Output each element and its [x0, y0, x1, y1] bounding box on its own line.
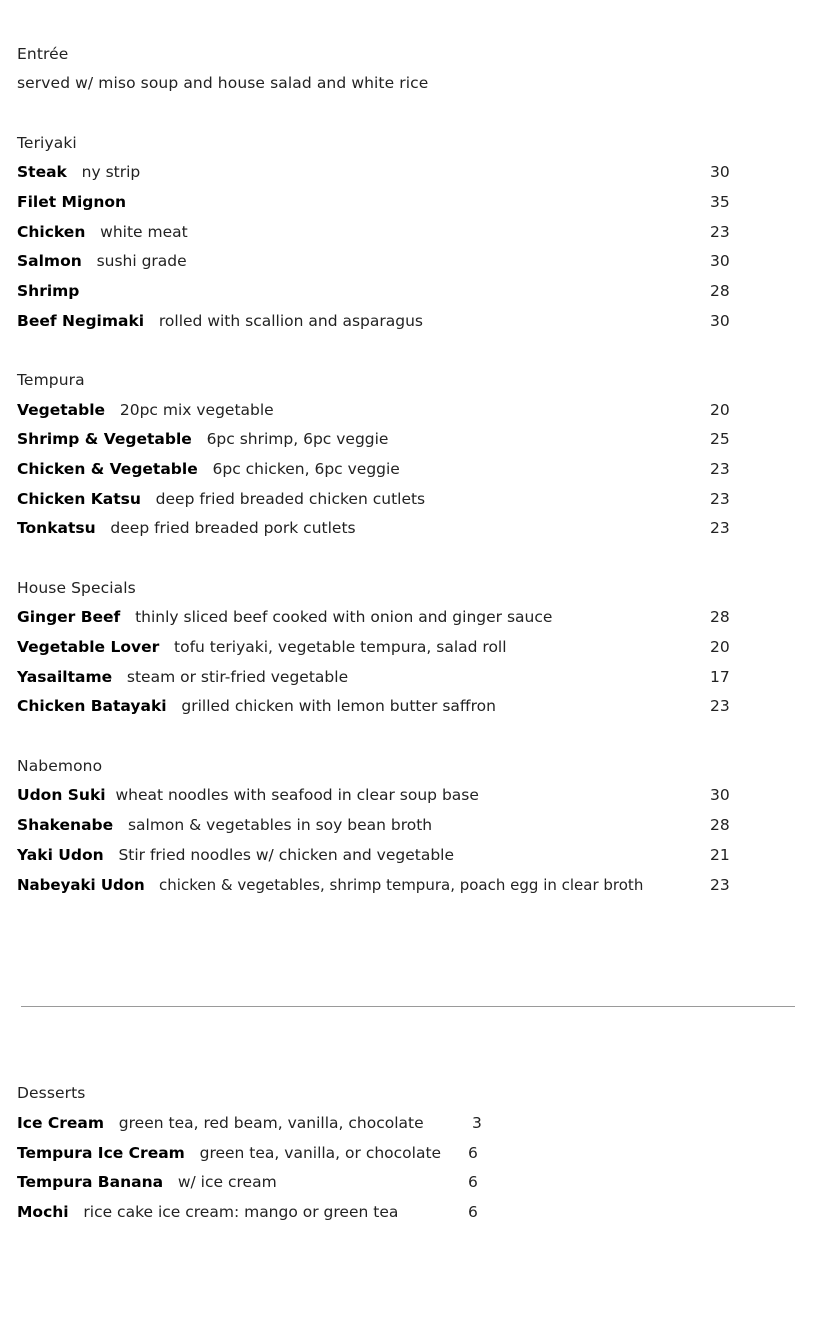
item-price: 20 [710, 638, 730, 656]
item-name: Ice Cream [17, 1114, 105, 1132]
menu-item-beef-negimaki [17, 311, 423, 331]
menu-item-yasailtame [17, 667, 348, 687]
item-desc: green tea, vanilla, or chocolate [199, 1144, 442, 1162]
menu-item-mochi [17, 1202, 398, 1222]
menu-item-chicken [17, 222, 188, 242]
item-name: Salmon [17, 252, 82, 270]
item-name: Tonkatsu [17, 519, 96, 537]
menu-item-shrimp [17, 281, 79, 301]
item-desc: steam or stir-fried vegetable [126, 668, 349, 686]
menu-item-steak [17, 162, 140, 182]
menu-item-chicken-vegetable [17, 459, 400, 479]
menu-item-ginger-beef [17, 607, 552, 627]
item-price: 23 [710, 876, 730, 894]
item-price: 30 [710, 163, 730, 181]
item-desc: 6pc chicken, 6pc veggie [212, 460, 400, 478]
item-price: 6 [468, 1173, 478, 1191]
item-price: 28 [710, 816, 730, 834]
menu-item-ice-cream [17, 1113, 424, 1133]
item-desc: green tea, red beam, vanilla, chocolate [118, 1114, 424, 1132]
item-price: 17 [710, 668, 730, 686]
item-desc: deep fried breaded pork cutlets [110, 519, 356, 537]
menu-item-udon-suki [17, 785, 479, 805]
entree-subtitle: served w/ miso soup and house salad and white rice [17, 74, 429, 92]
menu-item-chicken-batayaki [17, 696, 496, 716]
menu-item-shakenabe [17, 815, 432, 835]
item-name: Chicken Batayaki [17, 697, 167, 715]
item-name: Chicken & Vegetable [17, 460, 198, 478]
item-price: 30 [710, 252, 730, 270]
entree-title: Entrée [17, 45, 69, 63]
item-name: Chicken Katsu [17, 490, 141, 508]
item-name: Mochi [17, 1203, 69, 1221]
item-name: Shakenabe [17, 816, 114, 834]
item-name: Steak [17, 163, 67, 181]
item-desc: white meat [100, 223, 188, 241]
section-title: Nabemono [17, 757, 103, 775]
item-name: Yasailtame [17, 668, 113, 686]
menu-item-filet-mignon [17, 192, 126, 212]
section-divider [21, 1006, 795, 1007]
item-name: Shrimp [17, 282, 80, 300]
menu-item-vegetable-lover [17, 637, 507, 657]
item-desc: salmon & vegetables in soy bean broth [127, 816, 433, 834]
section-title: Desserts [17, 1084, 86, 1102]
item-name: Shrimp & Vegetable [17, 430, 192, 448]
menu-item-vegetable [17, 400, 274, 420]
item-price: 28 [710, 282, 730, 300]
item-price: 35 [710, 193, 730, 211]
item-price: 25 [710, 430, 730, 448]
item-name: Ginger Beef [17, 608, 121, 626]
item-name: Yaki Udon [17, 846, 104, 864]
item-price: 23 [710, 460, 730, 478]
menu-item-tonkatsu [17, 518, 356, 538]
item-name: Vegetable Lover [17, 638, 160, 656]
item-price: 23 [710, 697, 730, 715]
item-desc: thinly sliced beef cooked with onion and ginger sauce [135, 608, 553, 626]
item-desc: rolled with scallion and asparagus [158, 312, 423, 330]
menu-item-chicken-katsu [17, 489, 425, 509]
item-price: 23 [710, 223, 730, 241]
item-price: 20 [710, 401, 730, 419]
item-name: Beef Negimaki [17, 312, 145, 330]
item-name: Tempura Banana [17, 1173, 164, 1191]
menu-item-nabeyaki-udon [17, 875, 643, 895]
item-desc: deep fried breaded chicken cutlets [155, 490, 426, 508]
item-price: 23 [710, 519, 730, 537]
item-desc: sushi grade [96, 252, 187, 270]
item-desc: chicken & vegetables, shrimp tempura, poach egg in clear broth [159, 876, 644, 894]
item-desc: wheat noodles with seafood in clear soup base [115, 786, 479, 804]
item-name: Tempura Ice Cream [17, 1144, 185, 1162]
menu-item-tempura-ice-cream [17, 1143, 441, 1163]
menu-item-tempura-banana [17, 1172, 277, 1192]
menu-item-shrimp-vegetable [17, 429, 388, 449]
item-price: 30 [710, 312, 730, 330]
item-desc: ny strip [81, 163, 141, 181]
item-name: Udon Suki [17, 786, 106, 804]
item-desc: tofu teriyaki, vegetable tempura, salad roll [174, 638, 507, 656]
item-desc: Stir fried noodles w/ chicken and vegetable [118, 846, 455, 864]
menu-item-salmon [17, 251, 187, 271]
item-price: 3 [472, 1114, 482, 1132]
item-price: 28 [710, 608, 730, 626]
item-name: Nabeyaki Udon [17, 876, 145, 894]
item-name: Vegetable [17, 401, 106, 419]
item-name: Filet Mignon [17, 193, 127, 211]
section-title: Teriyaki [17, 134, 77, 152]
menu-item-yaki-udon [17, 845, 454, 865]
item-price: 23 [710, 490, 730, 508]
item-desc: 20pc mix vegetable [119, 401, 274, 419]
item-price: 21 [710, 846, 730, 864]
item-price: 30 [710, 786, 730, 804]
section-title: House Specials [17, 579, 136, 597]
item-desc: grilled chicken with lemon butter saffron [181, 697, 496, 715]
item-desc: 6pc shrimp, 6pc veggie [206, 430, 389, 448]
item-name: Chicken [17, 223, 86, 241]
item-desc: rice cake ice cream: mango or green tea [83, 1203, 399, 1221]
item-price: 6 [468, 1144, 478, 1162]
item-desc: w/ ice cream [177, 1173, 277, 1191]
item-price: 6 [468, 1203, 478, 1221]
section-title: Tempura [17, 371, 85, 389]
